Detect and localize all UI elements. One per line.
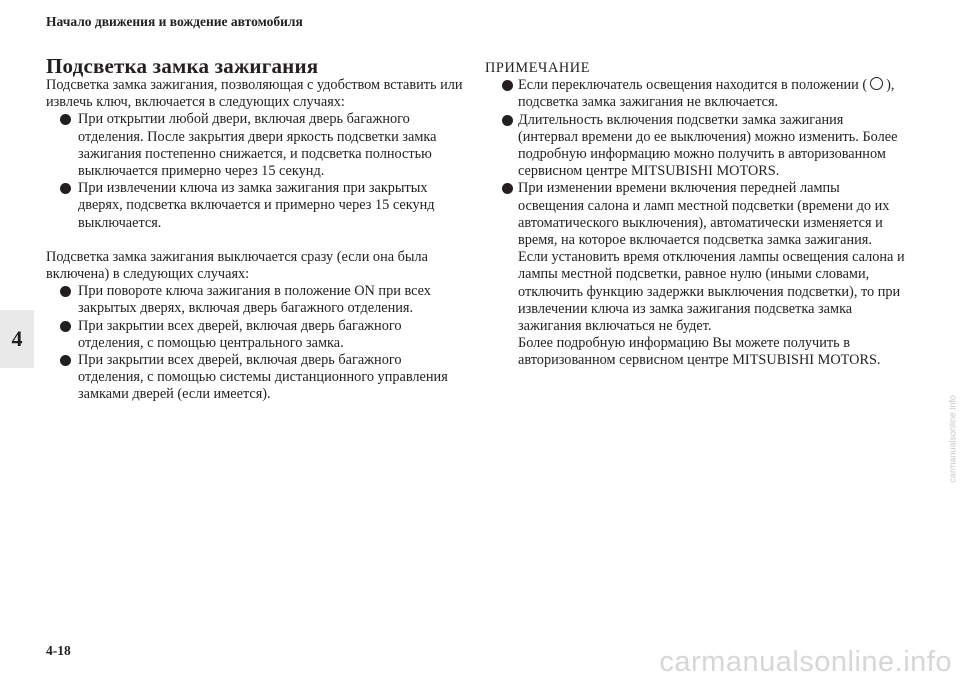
side-watermark: carmanualsonline.info [948, 395, 958, 483]
list-item-text: При открытии любой двери, включая дверь багажного отделения. После закрытия двери яркость подсветки замка зажигания постепенно снижается, и подсветка полностью выключается примерно через 15 секунд. [78, 111, 437, 180]
note-list [485, 77, 905, 335]
list-item-text: При закрытии всех дверей, включая дверь багажного отделения, с помощью центрального замка. [78, 317, 402, 351]
bullet-icon [60, 286, 71, 297]
note-text-before-icon: Если переключатель освещения находится в положении ( [518, 77, 868, 94]
list-item [46, 283, 464, 317]
watermark: carmanualsonline.info [659, 646, 952, 678]
left-column [46, 77, 464, 404]
chapter-tab [0, 310, 34, 368]
note-label: ПРИМЕЧАНИЕ [485, 60, 591, 76]
bullet-icon [502, 183, 513, 194]
chapter-number: 4 [11, 326, 23, 351]
bullet-icon [60, 114, 71, 125]
list-item [46, 180, 464, 232]
list-item [46, 318, 464, 352]
list-item-text: При повороте ключа зажигания в положение ON при всех закрытых дверях, включая дверь багажного отделения. [78, 283, 431, 317]
list-item [485, 112, 905, 181]
off-conditions-list [46, 283, 464, 403]
bullet-icon [502, 80, 513, 91]
bullet-icon [60, 355, 71, 366]
page-number: 4-18 [46, 643, 71, 658]
intro-paragraph-off: Подсветка замка зажигания выключается сразу (если она была включена) в следующих случаях: [46, 248, 428, 283]
page-title: Подсветка замка зажигания [46, 54, 319, 78]
list-item-text: При извлечении ключа из замка зажигания при закрытых дверях, подсветка включается и примерно через 15 секунд выключается. [78, 180, 435, 231]
bullet-icon [502, 115, 513, 126]
section-header: Начало движения и вождение автомобиля [46, 14, 303, 29]
note-text-after-icon: ), подсветка замка зажигания не включается. [518, 77, 895, 111]
on-conditions-list [46, 111, 464, 231]
list-item-text: При закрытии всех дверей, включая дверь багажного отделения, с помощью системы дистанционного управления замками дверей (если имеется). [78, 352, 448, 403]
bullet-icon [60, 321, 71, 332]
light-switch-position-icon [870, 77, 883, 90]
note-column [485, 60, 905, 370]
list-item [46, 111, 464, 180]
list-item [46, 352, 464, 404]
note-extra-paragraph: Более подробную информацию Вы можете получить в авторизованном сервисном центре MITSUBISHI MOTORS. [518, 335, 881, 369]
list-item [485, 77, 905, 111]
bullet-icon [60, 183, 71, 194]
list-item-text: Длительность включения подсветки замка зажигания (интервал времени до ее выключения) можно изменить. Более подробную информацию можно получить в авторизованном сервисном центре MITSUBISHI MOTORS. [518, 111, 898, 180]
intro-paragraph-on: Подсветка замка зажигания, позволяющая с удобством вставить или извлечь ключ, включается в следующих случаях: [46, 77, 463, 111]
list-item [485, 180, 905, 335]
list-item-text: При изменении времени включения передней лампы освещения салона и ламп местной подсветки (времени до их автоматического выключения), автоматически изменяется и время, на которое включается подсветка замка зажигания. Если установить время отключения лампы освещения салона и лампы местной подсветки, равное нулю (иными словами, отключить функцию задержки выключения подсветки), то при извлечении ключа из замка зажигания подсветка замка зажигания включаться не будет. [518, 180, 905, 335]
